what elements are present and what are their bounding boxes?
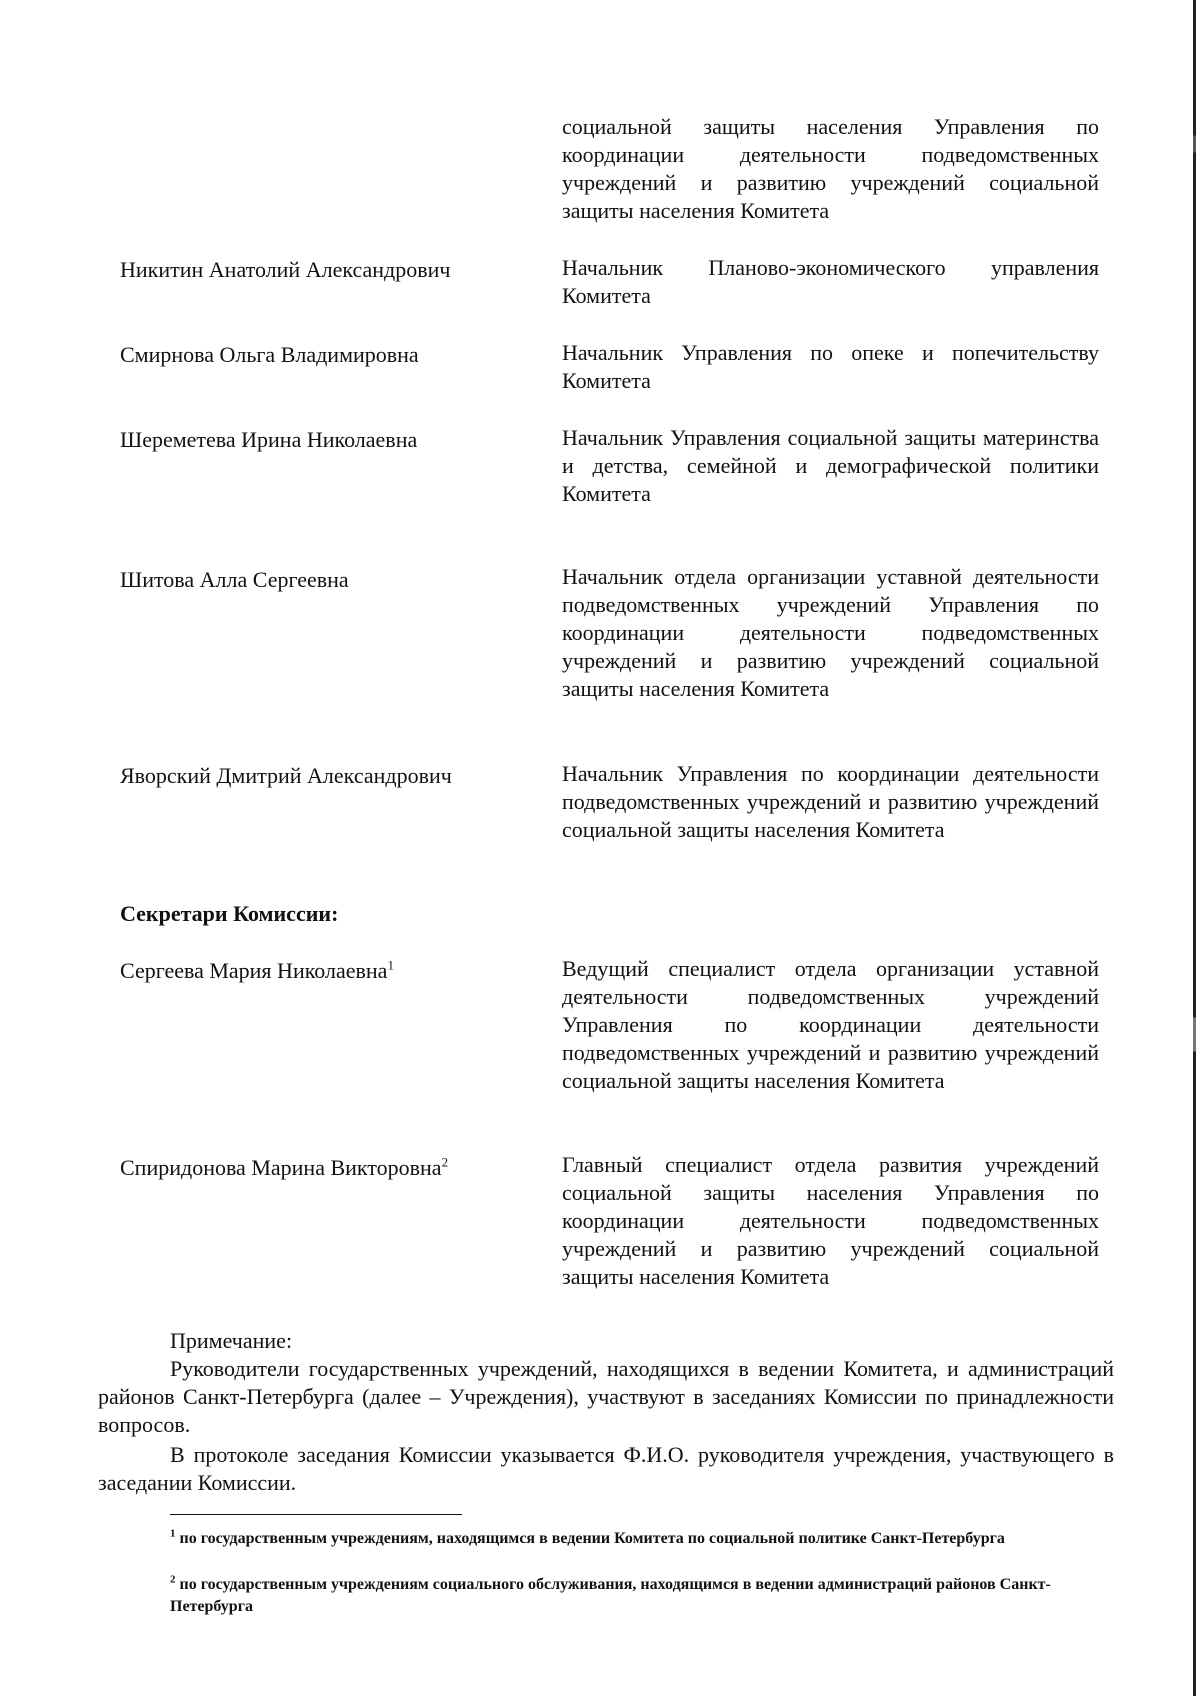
scan-edge-border — [1193, 0, 1196, 1696]
member-position: Начальник Управления по опеке и попечительству Комитета — [562, 340, 1099, 393]
member-position: Начальник отдела организации уставной деятельности подведомственных учреждений Управления по координации деятельности подведомственных учреждений и развитию учреждений социальной защиты населения Комитета — [562, 564, 1099, 701]
member-position: Начальник Управления по координации деятельности подведомственных учреждений и развитию учреждений социальной защиты населения Комитета — [562, 761, 1099, 842]
member-position: Начальник Планово-экономического управления Комитета — [562, 255, 1099, 308]
secretary-position: Главный специалист отдела развития учреждений социальной защиты населения Управления по координации деятельности подведомственных учреждений и развитию учреждений социальной защиты населения Комитета — [562, 1152, 1099, 1289]
member-name: Шитова Алла Сергеевна — [120, 567, 349, 592]
member-name: Никитин Анатолий Александрович — [120, 257, 451, 282]
footnote: $^2$ по государственным учреждениям социального обслуживания, находящимся в ведении администраций районов Санкт-Петербурга — [170, 1573, 1051, 1615]
secretary-name: Сергеева Мария Николаевна$^1$ — [120, 957, 394, 983]
secretary-name: Спиридонова Марина Викторовна$^2$ — [120, 1154, 449, 1180]
secretary-position: Ведущий специалист отдела организации уставной деятельности подведомственных учреждений Управления по координации деятельности подведомственных учреждений и развитию учреждений социальной защиты населения Комитета — [562, 956, 1099, 1093]
member-name: Яворский Дмитрий Александрович — [120, 763, 452, 788]
note-paragraph: Руководители государственных учреждений, находящихся в ведении Комитета, и администраций районов Санкт-Петербурга (далее – Учреждения), участвуют в заседаниях Комиссии по принадлежности вопросов. — [98, 1356, 1114, 1437]
footnote-mark: 2 — [441, 1154, 449, 1170]
footnote-mark: 1 — [387, 957, 394, 973]
member-name: Шереметева Ирина Николаевна — [120, 427, 418, 452]
member-position-continued: социальной защиты населения Управления по координации деятельности подведомственных учреждений и развитию учреждений социальной защиты населения Комитета — [562, 114, 1099, 223]
secretaries-heading: Секретари Комиссии: — [120, 901, 339, 926]
note-paragraph: В протоколе заседания Комиссии указывается Ф.И.О. руководителя учреждения, участвующего в заседании Комиссии. — [98, 1442, 1114, 1495]
footnote: $^1$ по государственным учреждениям, находящимся в ведении Комитета по социальной политике Санкт-Петербурга — [170, 1527, 1005, 1547]
footnote-separator — [170, 1514, 462, 1515]
note-title: Примечание: — [170, 1328, 293, 1353]
member-position: Начальник Управления социальной защиты материнства и детства, семейной и демографической политики Комитета — [562, 425, 1099, 506]
member-name: Смирнова Ольга Владимировна — [120, 342, 419, 367]
